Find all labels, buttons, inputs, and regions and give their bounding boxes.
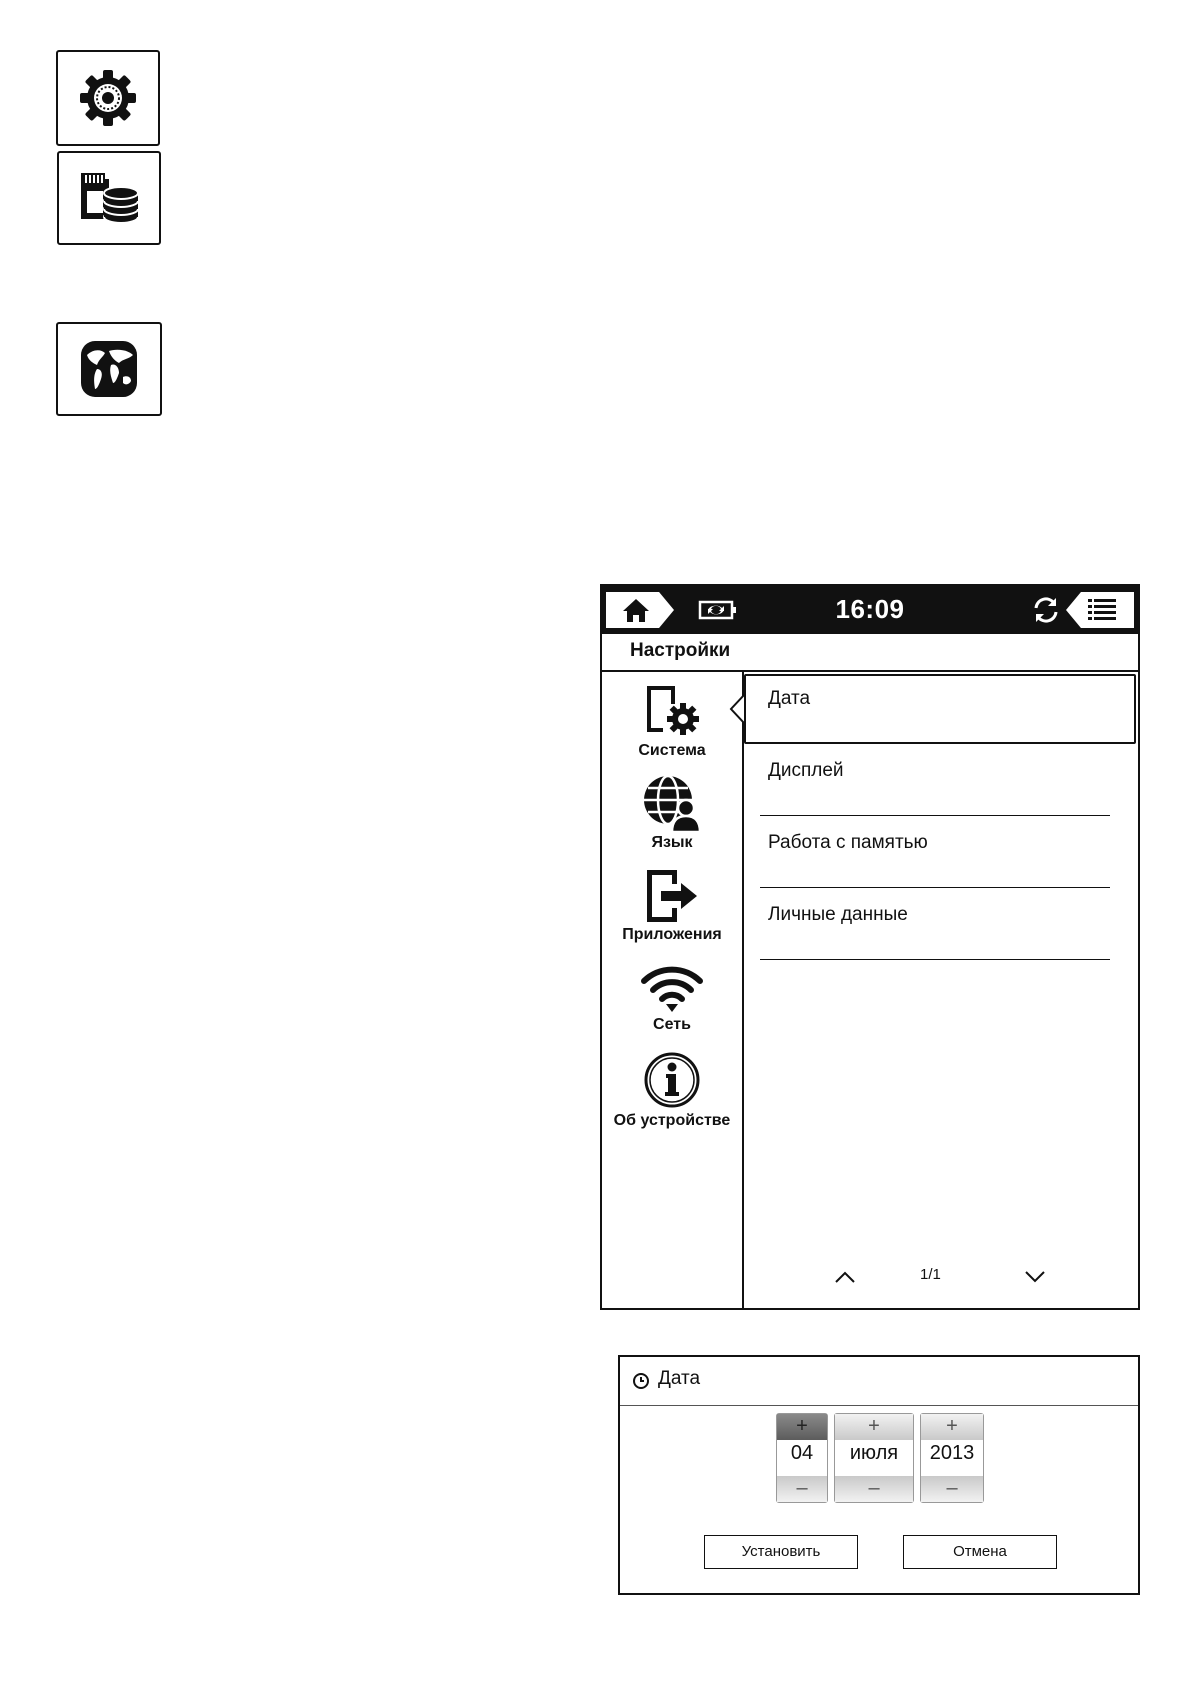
nav-item-applications[interactable] xyxy=(602,868,742,944)
list-item-label: Работа с памятью xyxy=(768,832,928,853)
month-decrement-button[interactable]: – xyxy=(835,1476,913,1502)
list-item-memory[interactable] xyxy=(744,816,1138,888)
world-map-icon-box xyxy=(56,322,162,416)
info-icon xyxy=(642,1050,702,1110)
settings-category-nav xyxy=(602,672,744,1308)
page-down-icon[interactable] xyxy=(1024,1270,1046,1284)
list-item-personal-data[interactable] xyxy=(744,888,1138,960)
year-increment-button[interactable]: + xyxy=(921,1414,983,1440)
page-indicator: 1/1 xyxy=(920,1266,941,1283)
page-title: Настройки xyxy=(630,640,731,661)
language-globe-user-icon xyxy=(640,774,704,832)
list-item-display[interactable] xyxy=(744,744,1138,816)
day-increment-button[interactable]: + xyxy=(777,1414,827,1440)
nav-item-system[interactable] xyxy=(602,684,742,760)
dialog-title: Дата xyxy=(658,1368,701,1389)
wifi-icon xyxy=(639,964,705,1014)
storage-icon-box xyxy=(57,151,161,245)
clock: 16:09 xyxy=(835,594,905,624)
cancel-button[interactable]: Отмена xyxy=(903,1535,1057,1569)
clock-icon xyxy=(632,1372,650,1390)
page-title-bar xyxy=(602,634,1138,672)
month-spinner xyxy=(834,1413,914,1503)
nav-item-about-device[interactable] xyxy=(602,1050,742,1130)
device-screen xyxy=(600,584,1140,1310)
list-item-label: Дисплей xyxy=(768,760,844,781)
month-increment-button[interactable]: + xyxy=(835,1414,913,1440)
month-value: июля xyxy=(849,1442,899,1464)
year-value: 2013 xyxy=(929,1442,975,1464)
day-decrement-button[interactable]: – xyxy=(777,1476,827,1502)
nav-item-label: Об устройстве xyxy=(613,1112,731,1129)
applications-exit-icon xyxy=(641,868,703,924)
gear-icon-box xyxy=(56,50,160,146)
dialog-header xyxy=(620,1357,1138,1406)
gear-icon xyxy=(78,68,138,128)
date-dialog xyxy=(618,1355,1140,1595)
list-item-label: Дата xyxy=(768,688,811,709)
world-map-icon xyxy=(79,339,139,399)
sync-icon[interactable] xyxy=(1030,594,1062,626)
nav-item-label: Язык xyxy=(651,834,693,851)
list-item-label: Личные данные xyxy=(768,904,908,925)
divider xyxy=(760,959,1110,960)
year-spinner xyxy=(920,1413,984,1503)
nav-item-network[interactable] xyxy=(602,964,742,1034)
sd-card-database-icon xyxy=(77,169,141,227)
page-up-icon[interactable] xyxy=(834,1270,856,1284)
year-decrement-button[interactable]: – xyxy=(921,1476,983,1502)
system-settings-icon xyxy=(641,684,703,740)
selected-item-frame xyxy=(744,674,1136,744)
day-spinner xyxy=(776,1413,828,1503)
nav-item-label: Сеть xyxy=(653,1016,691,1033)
nav-item-label: Система xyxy=(638,742,706,759)
status-bar xyxy=(602,586,1138,634)
nav-item-language[interactable] xyxy=(602,774,742,852)
set-button[interactable]: Установить xyxy=(704,1535,858,1569)
nav-item-label: Приложения xyxy=(622,926,722,943)
day-value: 04 xyxy=(790,1442,814,1464)
